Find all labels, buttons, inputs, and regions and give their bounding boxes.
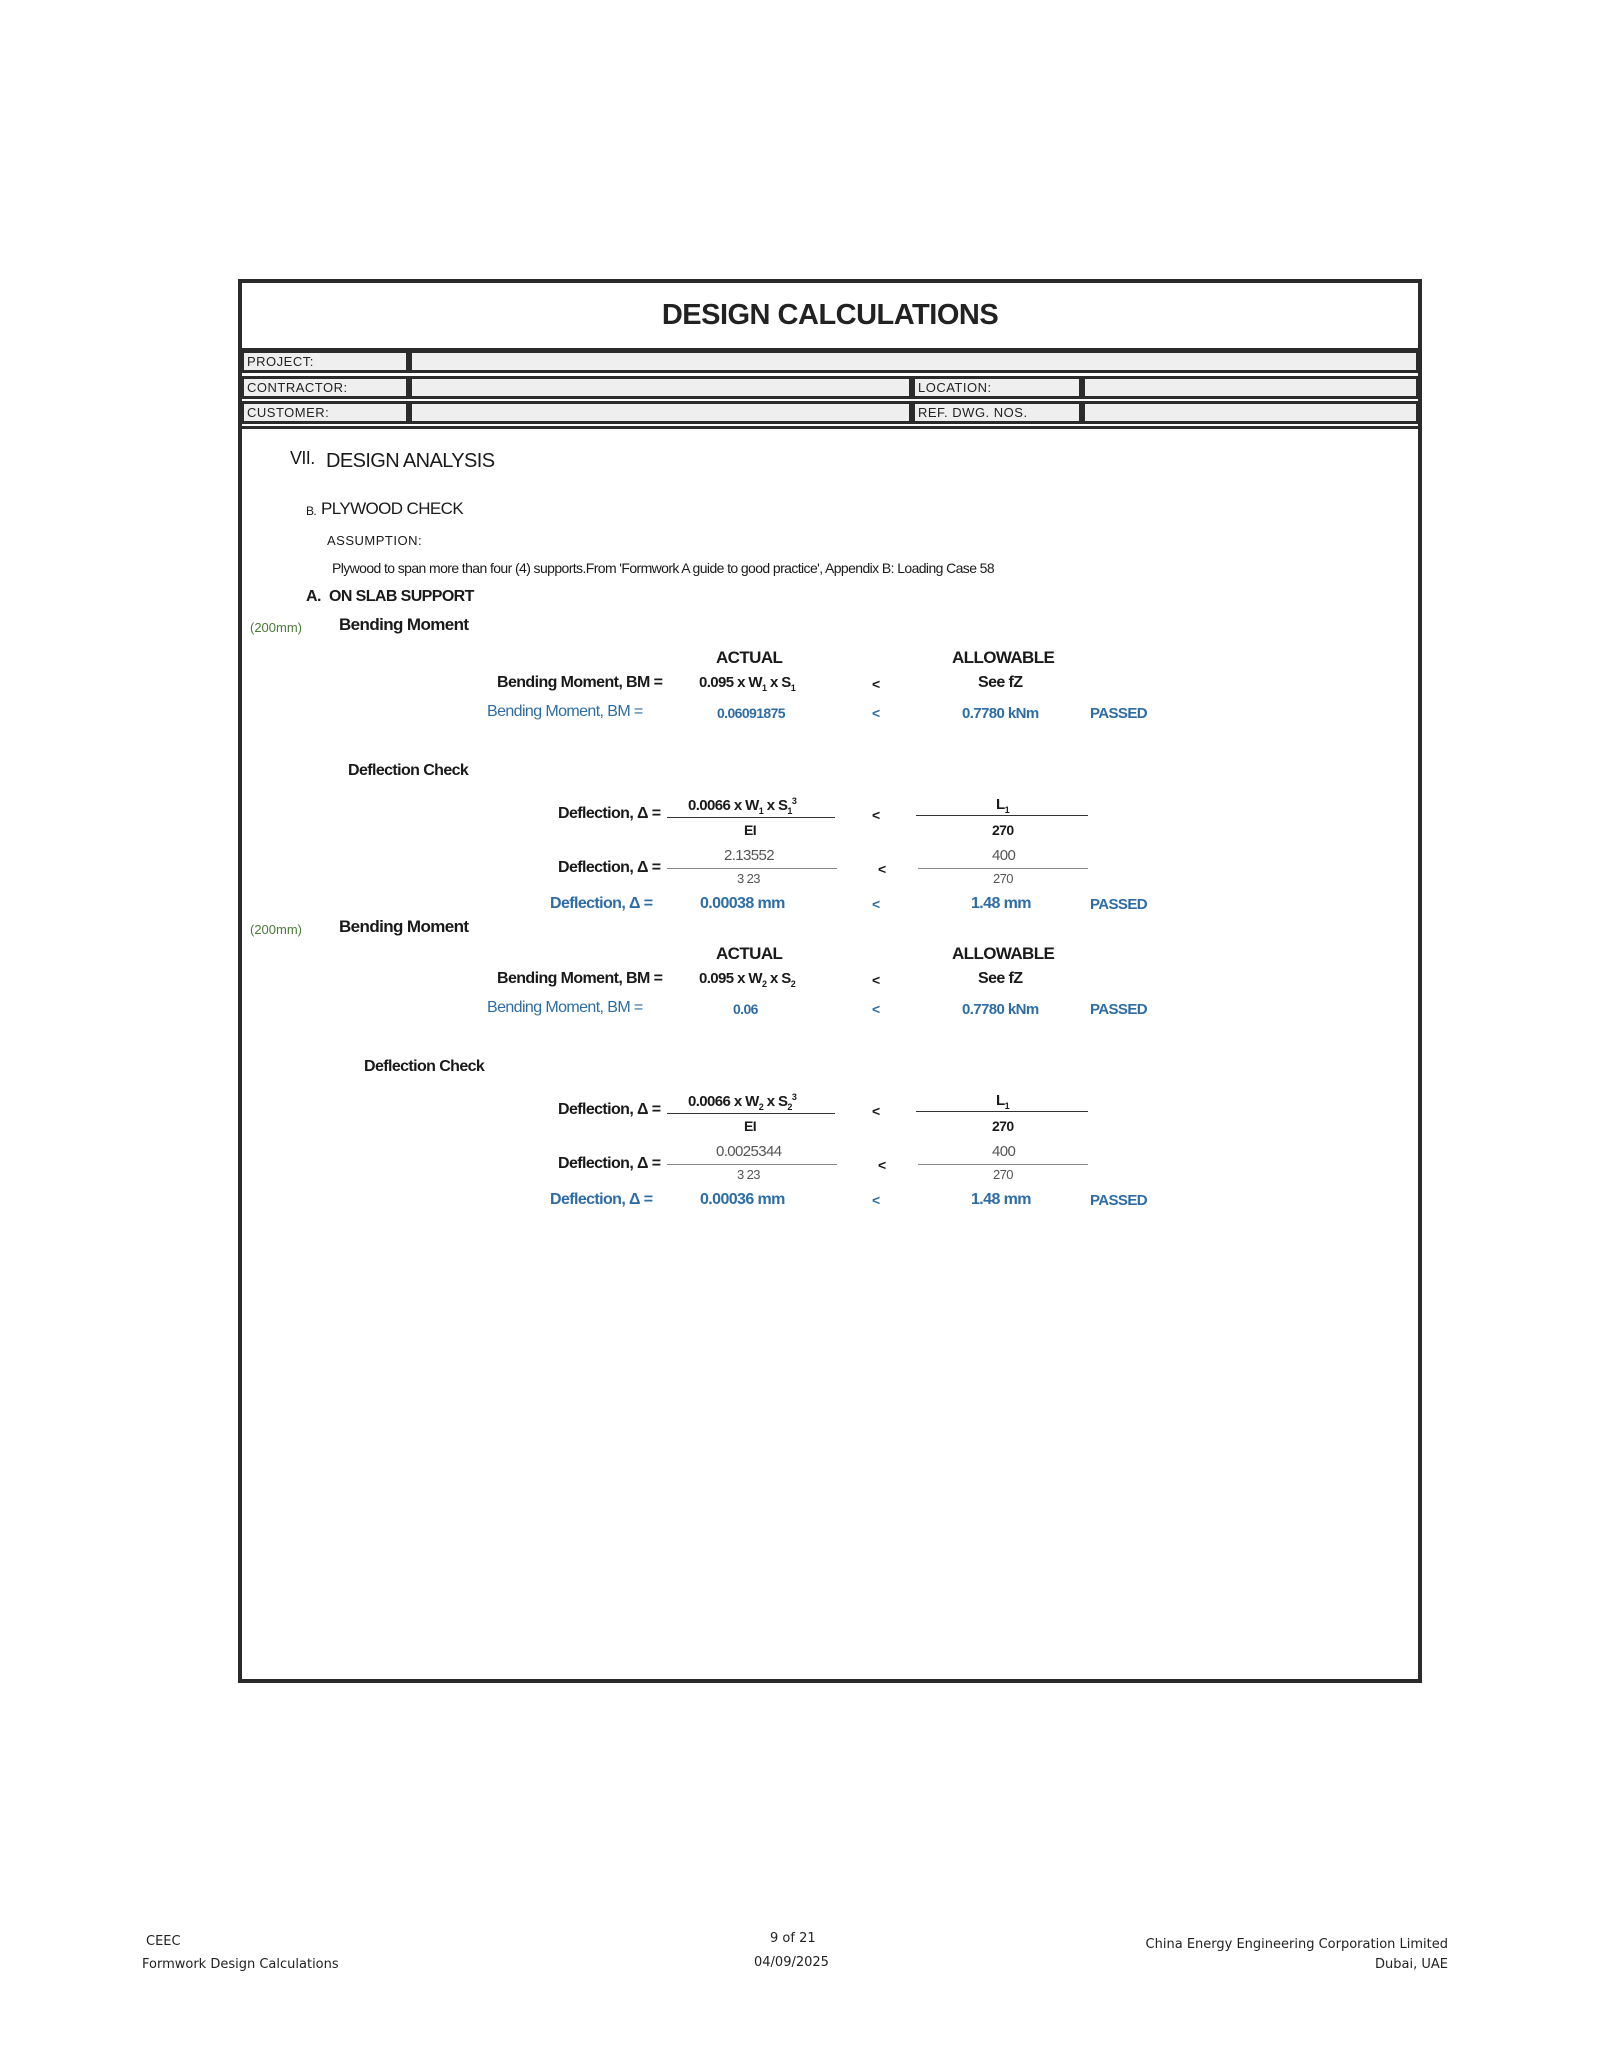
- page-title: DESIGN CALCULATIONS: [661, 299, 999, 331]
- title-row: [242, 283, 1418, 352]
- section-title: DESIGN ANALYSIS: [326, 450, 495, 472]
- calculation-sheet-frame: [238, 279, 1422, 1683]
- block1-defl-lt: <: [872, 807, 881, 823]
- block1-defl-fraction-line: [667, 817, 835, 818]
- block1-defl-denominator: EI: [744, 822, 757, 838]
- block2-bm-result-actual: 0.06: [733, 1001, 758, 1017]
- block1-defl-result-lt: <: [872, 896, 881, 912]
- block1-bm-formula-lt: <: [872, 676, 881, 692]
- block2-allow-denominator: 270: [992, 1118, 1014, 1134]
- block1-bm-result-actual: 0.06091875: [717, 705, 785, 721]
- block2-defl-label: Deflection, Δ =: [558, 1101, 661, 1118]
- block1-bm-result-lt: <: [872, 705, 881, 721]
- block1-allow-fraction-line: [916, 815, 1088, 816]
- location-label: LOCATION:: [912, 376, 1082, 399]
- block2-bm-status: PASSED: [1090, 1001, 1147, 1018]
- block2-bm-formula-lt: <: [872, 972, 881, 988]
- block1-defl-label: Deflection, Δ =: [558, 805, 661, 822]
- block2-actual-label: ACTUAL: [716, 944, 783, 963]
- block1-bm-result-allow: 0.7780 kNm: [962, 705, 1039, 722]
- block2-bm-result-lt: <: [872, 1001, 881, 1017]
- block2-defl-result-label: Deflection, Δ =: [550, 1191, 653, 1208]
- block2-defl-val-label: Deflection, Δ =: [558, 1155, 661, 1172]
- block2-defl-lt: <: [872, 1103, 881, 1119]
- block2-defl-result-lt: <: [872, 1192, 881, 1208]
- block1-tag: (200mm): [250, 620, 303, 635]
- part-title: ON SLAB SUPPORT: [329, 588, 474, 605]
- block1-allow-numerator: $L_1$: [996, 796, 1009, 815]
- contractor-label: CONTRACTOR:: [241, 376, 409, 399]
- location-value: [1082, 376, 1419, 399]
- footer-document-title: Formwork Design Calculations: [142, 1957, 339, 1972]
- block2-defl-denominator: EI: [744, 1118, 757, 1134]
- block2-allow-formula: See fZ: [978, 970, 1023, 987]
- block2-bm-title: Bending Moment: [339, 917, 469, 936]
- contractor-value: [409, 376, 912, 399]
- subsection-title: PLYWOOD CHECK: [321, 499, 464, 518]
- block1-bm-result-label: Bending Moment, BM =: [487, 703, 643, 720]
- block1-defl-result-actual: 0.00038 mm: [700, 895, 785, 912]
- block1-bm-status: PASSED: [1090, 705, 1147, 722]
- footer-company-code: CEEC: [146, 1934, 181, 1949]
- ref-dwg-label: REF. DWG. NOS.: [912, 401, 1082, 424]
- block2-defl-title: Deflection Check: [364, 1058, 485, 1075]
- block1-defl-result-label: Deflection, Δ =: [550, 895, 653, 912]
- block1-defl-status: PASSED: [1090, 896, 1147, 913]
- block1-bm-title: Bending Moment: [339, 615, 469, 634]
- block1-defl-val-line: [667, 868, 837, 869]
- subsection-letter: B.: [306, 504, 317, 518]
- header-divider: [241, 426, 1419, 429]
- block2-defl-status: PASSED: [1090, 1192, 1147, 1209]
- block1-defl-val-label: Deflection, Δ =: [558, 859, 661, 876]
- block1-defl-numerator: 0.0066 x $W_1$ x $S_1^3$: [688, 796, 797, 816]
- block1-allowable-label: ALLOWABLE: [952, 648, 1055, 667]
- block1-allow-formula: See fZ: [978, 674, 1023, 691]
- block2-bm-result-label: Bending Moment, BM =: [487, 999, 643, 1016]
- customer-label: CUSTOMER:: [241, 401, 409, 424]
- block2-tag: (200mm): [250, 922, 303, 937]
- block1-bm-formula: 0.095 x $W_1$ x $S_1$: [699, 674, 796, 693]
- block1-defl-result-allow: 1.48 mm: [971, 895, 1031, 912]
- block2-allow-fraction-line: [916, 1111, 1088, 1112]
- project-value: [409, 350, 1419, 373]
- ref-dwg-value: [1082, 401, 1419, 424]
- block2-allowable-label: ALLOWABLE: [952, 944, 1055, 963]
- block1-allow-val-denominator: 270: [993, 871, 1013, 886]
- footer-page-number: 9 of 21: [770, 1931, 816, 1946]
- block1-allow-val-numerator: 400: [992, 847, 1016, 864]
- block1-defl-val-lt: <: [878, 861, 887, 877]
- block2-allow-val-line: [918, 1164, 1088, 1165]
- block1-defl-val-denominator: 3 23: [737, 871, 760, 886]
- block2-bm-formula-label: Bending Moment, BM =: [497, 970, 663, 987]
- block1-bm-formula-label: Bending Moment, BM =: [497, 674, 663, 691]
- block1-allow-denominator: 270: [992, 822, 1014, 838]
- block1-defl-val-numerator: 2.13552: [724, 847, 775, 864]
- footer-company-name: China Energy Engineering Corporation Limited: [1145, 1937, 1448, 1952]
- customer-value: [409, 401, 912, 424]
- assumption-label: ASSUMPTION:: [327, 533, 423, 548]
- block2-defl-val-denominator: 3 23: [737, 1167, 760, 1182]
- block2-allow-val-denominator: 270: [993, 1167, 1013, 1182]
- block2-allow-numerator: $L_1$: [996, 1092, 1009, 1111]
- block1-defl-title: Deflection Check: [348, 762, 469, 779]
- block1-allow-val-line: [918, 868, 1088, 869]
- block2-bm-formula: 0.095 x $W_2$ x $S_2$: [699, 970, 796, 989]
- block2-defl-val-lt: <: [878, 1157, 887, 1173]
- block2-bm-result-allow: 0.7780 kNm: [962, 1001, 1039, 1018]
- footer-location: Dubai, UAE: [1375, 1957, 1448, 1972]
- block2-defl-result-allow: 1.48 mm: [971, 1191, 1031, 1208]
- block1-actual-label: ACTUAL: [716, 648, 783, 667]
- block2-defl-fraction-line: [667, 1113, 835, 1114]
- project-label: PROJECT:: [241, 350, 409, 373]
- block2-defl-numerator: 0.0066 x $W_2$ x $S_2^3$: [688, 1092, 797, 1112]
- footer-date: 04/09/2025: [754, 1955, 829, 1970]
- assumption-text: Plywood to span more than four (4) supports.From 'Formwork A guide to good practice', Appendix B: Loading Case 58: [332, 560, 995, 576]
- block2-defl-val-numerator: 0.0025344: [716, 1143, 782, 1160]
- part-letter: A.: [306, 588, 321, 605]
- block2-allow-val-numerator: 400: [992, 1143, 1016, 1160]
- section-number: VII.: [290, 448, 315, 468]
- block2-defl-val-line: [667, 1164, 837, 1165]
- block2-defl-result-actual: 0.00036 mm: [700, 1191, 785, 1208]
